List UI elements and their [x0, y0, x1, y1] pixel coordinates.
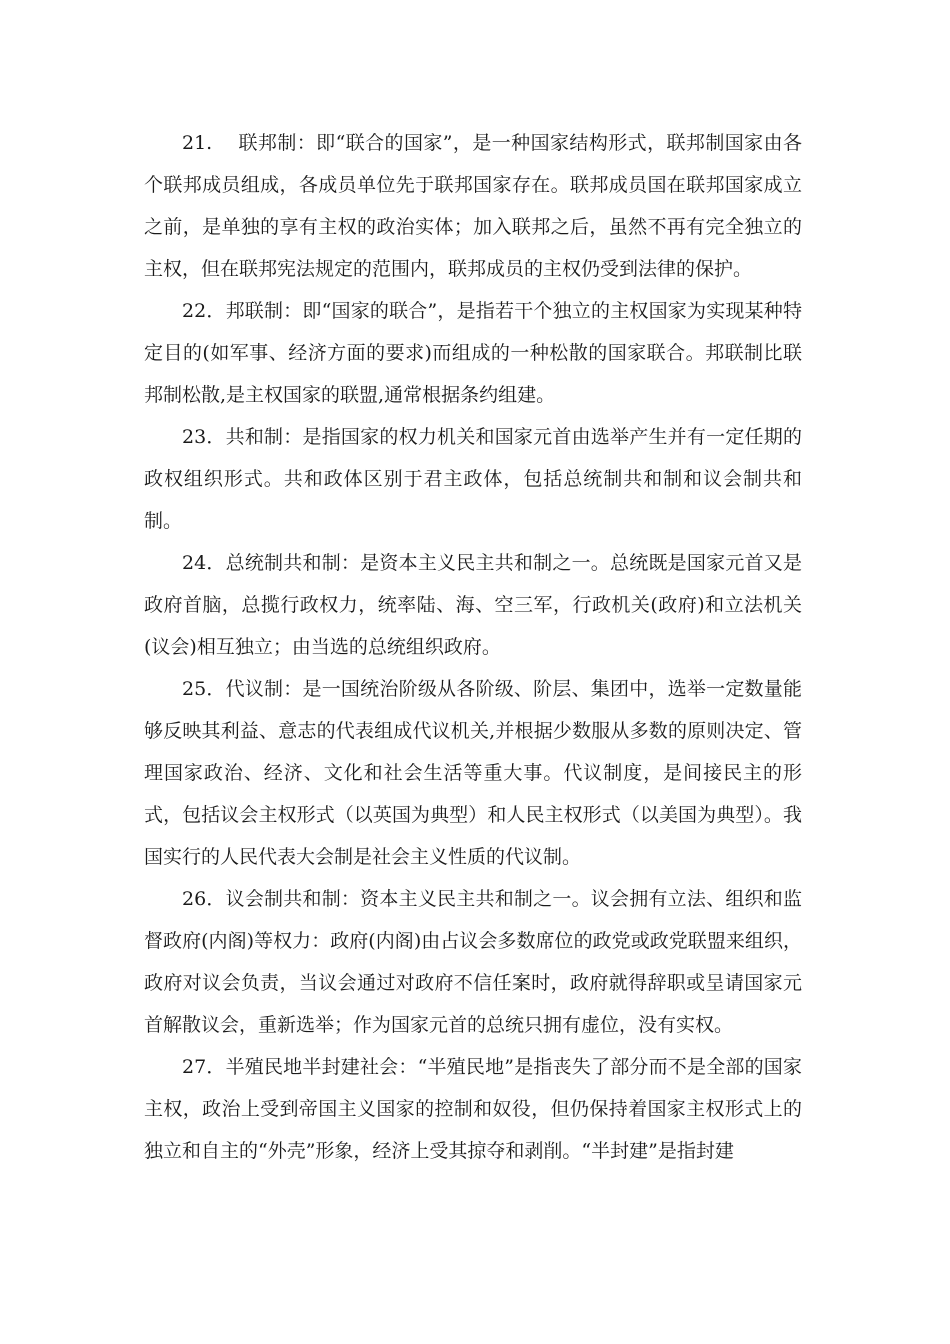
- paragraph-confederation: 22．邦联制：即“国家的联合”，是指若干个独立的主权国家为实现某种特定目的(如军事、经济方面的要求)而组成的一种松散的国家联合。邦联制比联邦制松散,是主权国家的联盟,通常根据条约组建。: [144, 300, 802, 406]
- paragraph-federation: 21. 联邦制：即“联合的国家”，是一种国家结构形式，联邦制国家由各个联邦成员组成，各成员单位先于联邦国家存在。联邦成员国在联邦国家成立之前，是单独的享有主权的政治实体；加入联邦之后，虽然不再有完全独立的主权，但在联邦宪法规定的范围内，联邦成员的主权仍受到法律的保护。: [144, 132, 802, 280]
- paragraph-parliamentary-republic: 26．议会制共和制：资本主义民主共和制之一。议会拥有立法、组织和监督政府(内阁)等权力：政府(内阁)由占议会多数席位的政党或政党联盟来组织，政府对议会负责，当议会通过对政府不信任案时，政府就得辞职或呈请国家元首解散议会，重新选举；作为国家元首的总统只拥有虚位，没有实权。: [144, 888, 802, 1036]
- paragraph-presidential-republic: 24．总统制共和制：是资本主义民主共和制之一。总统既是国家元首又是政府首脑，总揽行政权力，统率陆、海、空三军，行政机关(政府)和立法机关(议会)相互独立；由当选的总统组织政府。: [144, 552, 802, 658]
- paragraph-republic: 23．共和制：是指国家的权力机关和国家元首由选举产生并有一定任期的政权组织形式。共和政体区别于君主政体，包括总统制共和制和议会制共和制。: [144, 426, 802, 532]
- paragraph-semi-colonial-society: 27．半殖民地半封建社会：“半殖民地”是指丧失了部分而不是全部的国家主权，政治上受到帝国主义国家的控制和奴役，但仍保持着国家主权形式上的独立和自主的“外壳”形象，经济上受其掠夺和剥削。“半封建”是指封建: [144, 1056, 802, 1162]
- paragraph-representative-system: 25．代议制：是一国统治阶级从各阶级、阶层、集团中，选举一定数量能够反映其利益、意志的代表组成代议机关,并根据少数服从多数的原则决定、管理国家政治、经济、文化和社会生活等重大事。代议制度，是间接民主的形式，包括议会主权形式（以英国为典型）和人民主权形式（以美国为典型）。我国实行的人民代表大会制是社会主义性质的代议制。: [144, 678, 802, 868]
